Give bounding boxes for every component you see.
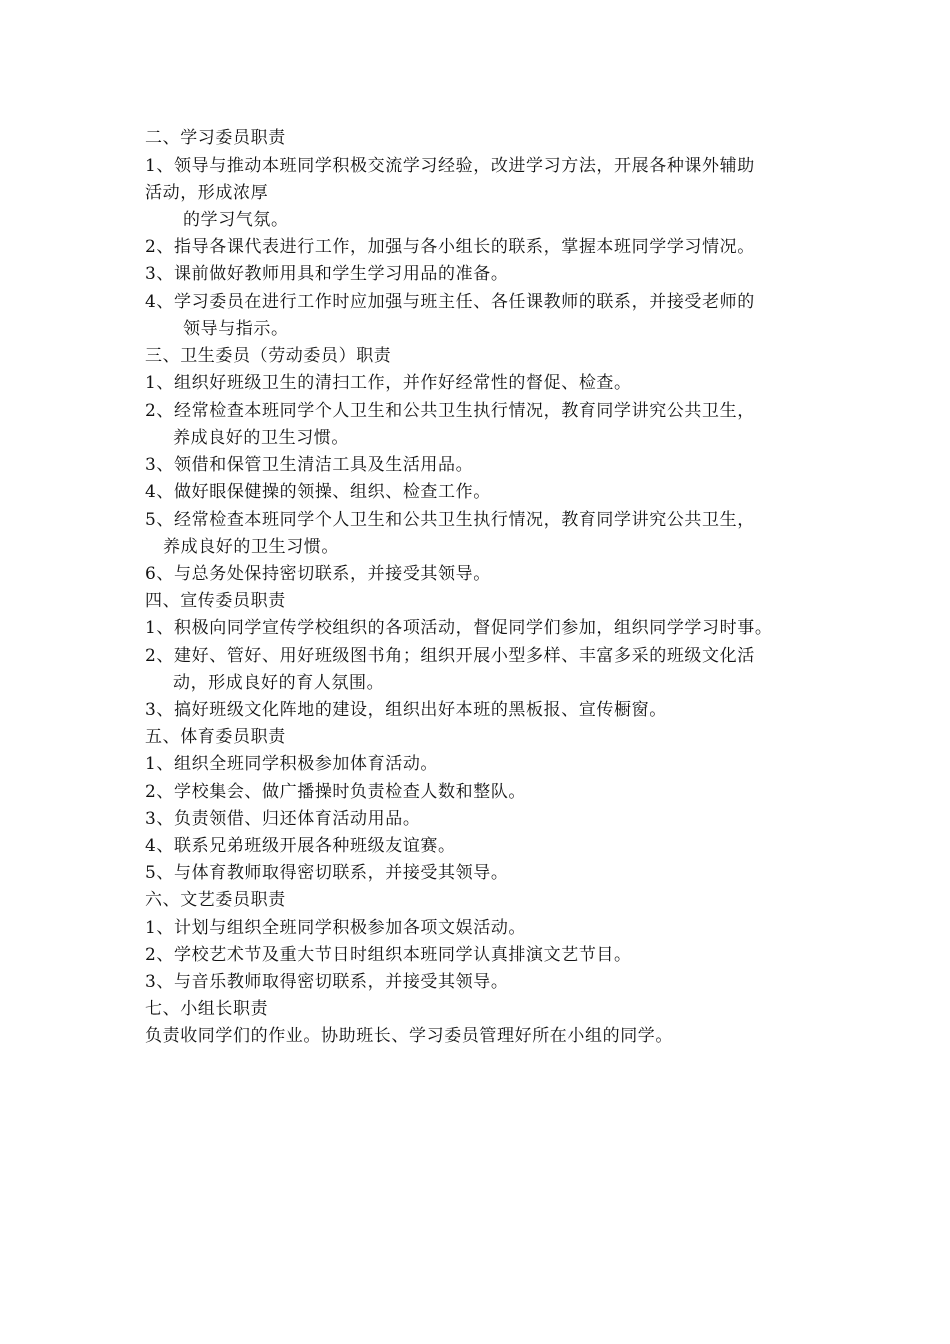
section-heading-group-leader: 七、小组长职责 (145, 999, 269, 1019)
paragraph-line: 3、搞好班级文化阵地的建设，组织出好本班的黑板报、宣传橱窗。 (145, 700, 667, 720)
paragraph-line: 2、学校艺术节及重大节日时组织本班同学认真排演文艺节目。 (145, 945, 632, 965)
section-heading-study: 二、学习委员职责 (145, 128, 286, 148)
paragraph-line: 负责收同学们的作业。协助班长、学习委员管理好所在小组的同学。 (145, 1026, 673, 1046)
paragraph-line: 4、学习委员在进行工作时应加强与班主任、各任课教师的联系，并接受老师的 (145, 292, 755, 312)
section-heading-publicity: 四、宣传委员职责 (145, 591, 286, 611)
paragraph-line: 5、与体育教师取得密切联系，并接受其领导。 (145, 863, 509, 883)
section-heading-hygiene: 三、卫生委员（劳动委员）职责 (145, 346, 392, 366)
paragraph-line: 5、经常检查本班同学个人卫生和公共卫生执行情况，教育同学讲究公共卫生， (145, 510, 755, 530)
paragraph-line: 3、与音乐教师取得密切联系，并接受其领导。 (145, 972, 509, 992)
paragraph-line: 3、负责领借、归还体育活动用品。 (145, 809, 421, 829)
paragraph-line: 养成良好的卫生习惯。 (163, 537, 339, 557)
paragraph-line: 动，形成良好的育人氛围。 (173, 673, 385, 693)
section-heading-sports: 五、体育委员职责 (145, 727, 286, 747)
paragraph-line: 3、课前做好教师用具和学生学习用品的准备。 (145, 264, 509, 284)
paragraph-line: 活动，形成浓厚 (145, 183, 269, 203)
paragraph-line: 2、建好、管好、用好班级图书角；组织开展小型多样、丰富多采的班级文化活 (145, 646, 755, 666)
paragraph-line: 2、指导各课代表进行工作，加强与各小组长的联系，掌握本班同学学习情况。 (145, 237, 755, 257)
paragraph-line: 养成良好的卫生习惯。 (173, 428, 349, 448)
paragraph-line: 1、组织好班级卫生的清扫工作，并作好经常性的督促、检查。 (145, 373, 632, 393)
paragraph-line: 的学习气氛。 (183, 210, 289, 230)
paragraph-line: 2、经常检查本班同学个人卫生和公共卫生执行情况，教育同学讲究公共卫生， (145, 401, 755, 421)
paragraph-line: 4、联系兄弟班级开展各种班级友谊赛。 (145, 836, 456, 856)
paragraph-line: 6、与总务处保持密切联系，并接受其领导。 (145, 564, 491, 584)
paragraph-line: 2、学校集会、做广播操时负责检查人数和整队。 (145, 782, 527, 802)
section-heading-arts: 六、文艺委员职责 (145, 890, 286, 910)
paragraph-line: 1、组织全班同学积极参加体育活动。 (145, 754, 439, 774)
paragraph-line: 1、领导与推动本班同学积极交流学习经验，改进学习方法，开展各种课外辅助 (145, 156, 755, 176)
paragraph-line: 4、做好眼保健操的领操、组织、检查工作。 (145, 482, 491, 502)
paragraph-line: 1、积极向同学宣传学校组织的各项活动，督促同学们参加，组织同学学习时事。 (145, 618, 773, 638)
paragraph-line: 领导与指示。 (183, 319, 289, 339)
paragraph-line: 1、计划与组织全班同学积极参加各项文娱活动。 (145, 918, 527, 938)
paragraph-line: 3、领借和保管卫生清洁工具及生活用品。 (145, 455, 474, 475)
